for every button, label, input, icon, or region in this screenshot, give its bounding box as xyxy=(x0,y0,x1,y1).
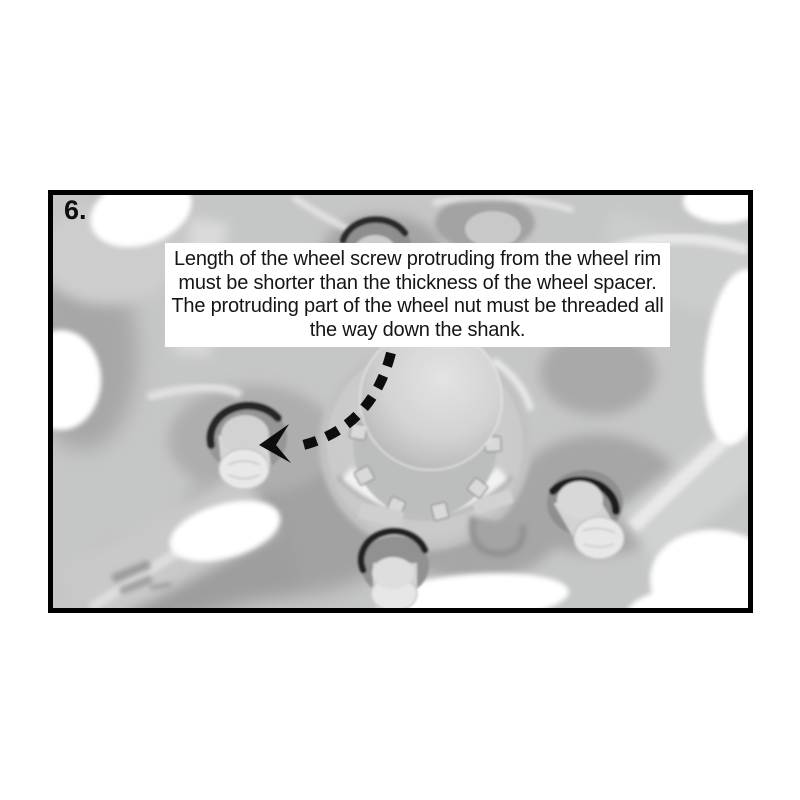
step-number: 6. xyxy=(64,195,87,225)
instruction-figure-frame xyxy=(48,190,753,613)
caption-line-1: Length of the wheel screw protruding from the wheel rim xyxy=(173,248,662,270)
caption-line-2: must be shorter than the thickness of the wheel spacer. xyxy=(178,271,657,294)
instruction-caption xyxy=(165,243,670,347)
caption-line-3: The protruding part of the wheel nut must be threaded all xyxy=(171,295,664,317)
caption-line-4: the way down the shank. xyxy=(309,318,526,341)
